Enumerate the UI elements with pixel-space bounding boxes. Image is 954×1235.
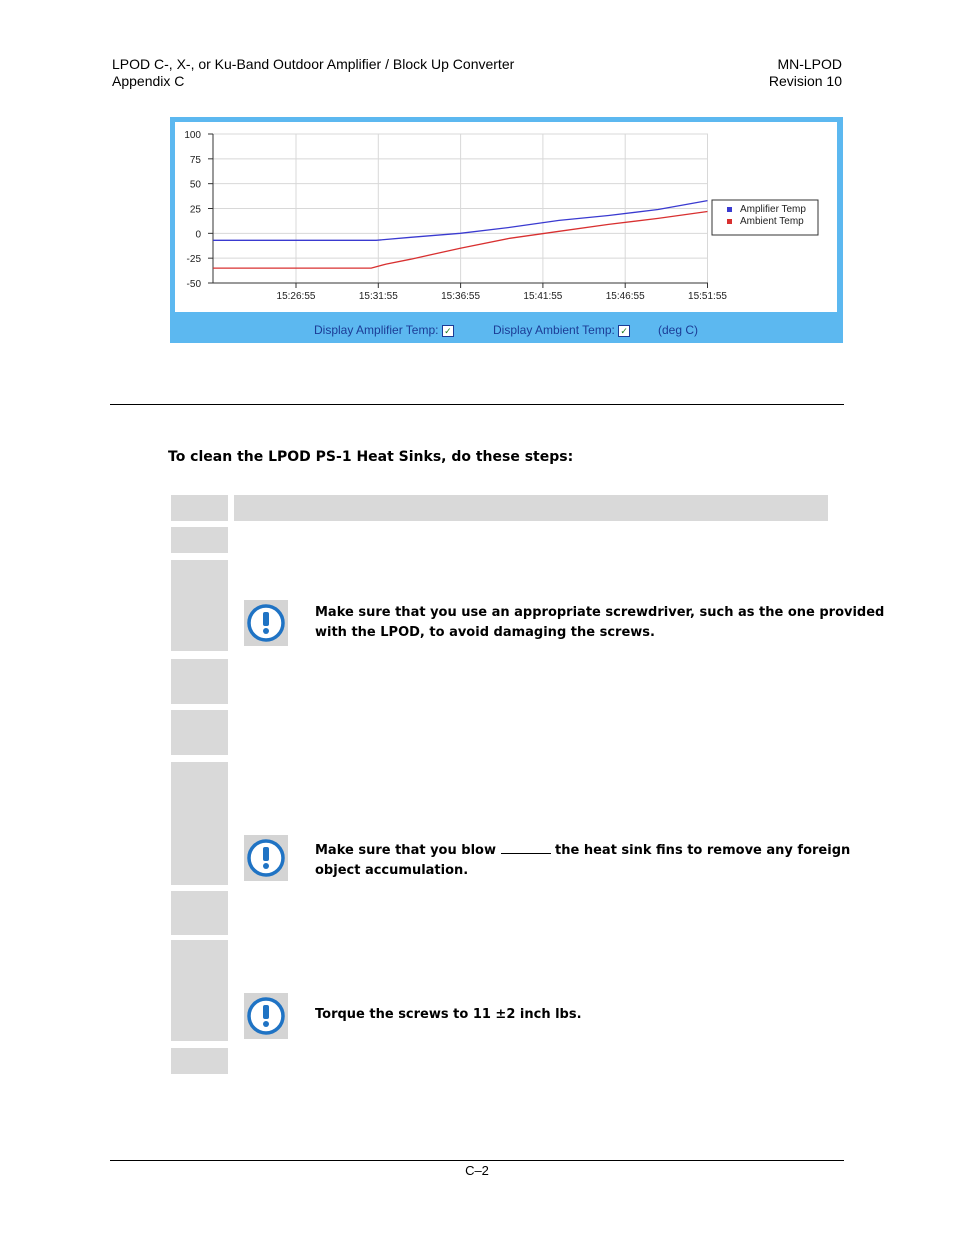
x-tick-label: 15:36:55 — [441, 291, 481, 302]
step-cell-7 — [171, 940, 228, 1041]
caution-text-3: Torque the screws to 11 ±2 inch lbs. — [315, 1007, 582, 1022]
legend-label: Amplifier Temp — [740, 204, 806, 215]
x-tick-label: 15:51:55 — [688, 291, 727, 302]
display-ambient-temp-toggle[interactable] — [493, 323, 630, 337]
blank-line — [501, 840, 551, 854]
y-tick-label: -25 — [186, 254, 201, 266]
step-cell-1 — [171, 527, 228, 553]
unit-label: (deg C) — [658, 323, 699, 337]
doc-title: LPOD C-, X-, or Ku-Band Outdoor Amplifier / Block Up Converter — [112, 56, 515, 72]
step-cell-4 — [171, 710, 228, 755]
caution-text-2: Make sure that you blow the heat sink fins to remove any foreign object accumulation. — [315, 840, 850, 881]
caution-box-1 — [244, 600, 288, 646]
step-cell-2 — [171, 560, 228, 651]
doc-number: MN-LPOD — [777, 56, 842, 72]
section-divider — [110, 404, 844, 405]
temperature-chart-panel — [170, 117, 843, 343]
display-amplifier-temp-toggle[interactable] — [314, 323, 454, 337]
appendix-label: Appendix C — [112, 73, 185, 89]
step-cell-8 — [171, 1048, 228, 1074]
step-cell-6 — [171, 891, 228, 935]
x-tick-label: 15:31:55 — [358, 291, 398, 302]
exclamation-circle-icon — [244, 835, 288, 881]
x-tick-label: 15:26:55 — [276, 291, 316, 302]
caution-text-1: Make sure that you use an appropriate screwdriver, such as the one provided with the LPOD, to avoid damaging the screws. — [315, 605, 885, 640]
amp-toggle-label: Display Amplifier Temp: — [314, 323, 439, 337]
y-tick-label: 75 — [189, 154, 201, 166]
header-right — [769, 56, 842, 90]
step-cell-5 — [171, 762, 228, 885]
exclamation-circle-icon — [244, 993, 288, 1039]
exclamation-circle-icon — [244, 600, 288, 646]
x-tick-label: 15:46:55 — [605, 291, 645, 302]
chart-footer — [170, 318, 843, 343]
header-left — [112, 56, 514, 90]
chart-area — [175, 122, 837, 312]
procedure-intro: To clean the LPOD PS-1 Heat Sinks, do these steps: — [168, 449, 574, 465]
y-tick-label: 0 — [195, 229, 201, 241]
y-tick-label: 100 — [184, 130, 201, 141]
check-icon: ✓ — [444, 326, 452, 336]
table-header-step — [171, 495, 228, 521]
temperature-chart — [175, 122, 837, 312]
caution-box-3 — [244, 993, 288, 1039]
y-tick-label: -50 — [186, 279, 201, 290]
x-tick-label: 15:41:55 — [523, 291, 563, 302]
caution-box-2 — [244, 835, 288, 881]
page-number: C–2 — [465, 1163, 489, 1178]
table-header-description — [234, 495, 828, 521]
step-cell-3 — [171, 659, 228, 704]
y-tick-label: 50 — [189, 179, 201, 191]
amb-checkbox[interactable] — [618, 325, 630, 337]
amb-toggle-label: Display Ambient Temp: — [493, 323, 615, 337]
legend-label: Ambient Temp — [740, 216, 804, 227]
legend-swatch — [727, 219, 732, 224]
y-tick-label: 25 — [189, 204, 201, 216]
legend-swatch — [727, 207, 732, 212]
footer-divider — [110, 1160, 844, 1161]
revision: Revision 10 — [768, 73, 842, 89]
check-icon: ✓ — [620, 326, 628, 336]
amp-checkbox[interactable] — [442, 325, 454, 337]
